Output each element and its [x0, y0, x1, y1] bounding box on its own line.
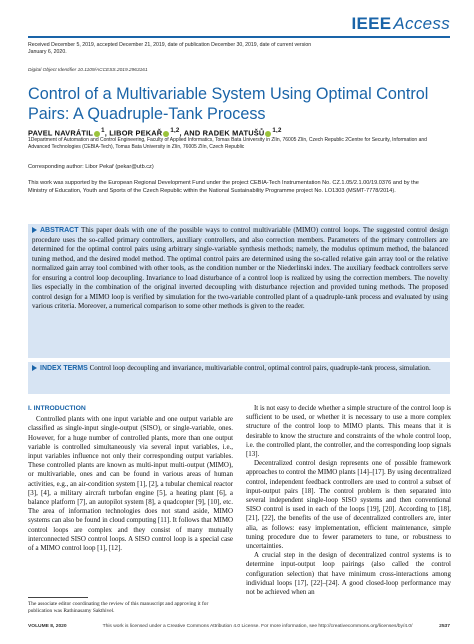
- author-affil-mark: 1,2: [170, 127, 180, 134]
- triangle-marker-icon: [32, 365, 37, 371]
- author-name: PAVEL NAVRÁTIL: [28, 128, 94, 138]
- orcid-icon[interactable]: [94, 131, 100, 137]
- orcid-icon[interactable]: [265, 131, 271, 137]
- page-number: 2537: [439, 624, 450, 629]
- footnote-rule: [28, 597, 88, 598]
- header-rule: [28, 36, 450, 38]
- abstract: [32, 226, 448, 312]
- orcid-icon[interactable]: [163, 131, 169, 137]
- paragraph: Decentralized control design represents one of possible framework approaches to control the MIMO plants [14]–[17]. By using decentralized control, independent feedback controllers are used to control a subset of input-output pairs [18]. The control problem is then separated into several independent single-loop SISO systems and then conventional SISO control is used in each of the loops [19], [20]. According to [18], [21], [22], the benefits of the use of decentralized controllers are, inter alia, as follows: easy implementation, efficient maintenance, simple tuning procedure due to fewer parameters to tune, or robustness to uncertainties.: [246, 459, 451, 551]
- corresponding-author: Corresponding author: Libor Pekař (pekar@utb.cz): [28, 164, 154, 170]
- abstract-text: This paper deals with one of the possible ways to control multivariable (MIMO) control loops. The suggested control design procedure uses the so-called primary controllers, auxiliary controllers, and also correction members. Parameters of the primary controllers are determined for the optimal control pairs using arbitrary single-variable synthesis methods; namely, the modulus optimum method, the balanced tuning method, and the desired model method. The optimal control pairs are determined using the so-called relative gain array tool or the relative normalized gain array tool combined with other tools, as the condition number or the Niederlinski index. The auxiliary feedback controllers serve for ensuring a control loop decoupling. Invariance to load disturbance of a control loop is realized by using the correction members. The novelty lies especially in the combination of the original inverted decoupling with disturbance rejection and provided tuning methods. The proposed control design for a MIMO loop is verified by simulation for the two-variable controlled plant of a quadruple-tank process and evaluated by using various criteria. Moreover, a numerical comparison to some other methods is given to the reader.: [32, 226, 449, 310]
- author-affil-mark: 1,2: [272, 127, 282, 134]
- author-name: LIBOR PEKAŘ: [109, 128, 163, 138]
- received-dates: Received December 5, 2019, accepted December 21, 2019, date of publication December 30, 2019, date of current version January 6, 2020.: [28, 42, 312, 55]
- triangle-marker-icon: [32, 227, 37, 233]
- license-notice[interactable]: This work is licensed under a Creative Commons Attribution 4.0 License. For more information, see http://creativecommons.org/licenses/by/4.0/: [102, 624, 413, 629]
- author-name: AND RADEK MATUŠŮ: [183, 128, 265, 138]
- left-column: [28, 404, 233, 553]
- volume-label: VOLUME 8, 2020: [28, 624, 67, 629]
- index-terms-text: Control loop decoupling and invariance, multivariable control, optimal control pairs, quadruple-tank process, simulation.: [89, 364, 431, 372]
- paragraph: Controlled plants with one input variable and one output variable are classified as single-input single-output (SISO), or single-variable, ones. However, for a huge number of controlled plants, more than one output variable is controlled simultaneously via several input variables, i.e., input variables influence not only their corresponding output variables. These controlled plants are known as multi-input multi-output (MIMO), or multivariable, ones and can be found in various areas of human activities, e.g., an air-condition system [1], [2], a tubular chemical reactor [3], [4], a military aircraft turbofan engine [5], a heating plant [6], a balance platform [7], an autopilot system [8], a quadcopter [9], [10], etc. The area of information technologies does not stand aside, MIMO systems can also be found in cloud computing [11]. It follows that MIMO control loops are complex and they consist of many mutually interconnected SISO control loops. A SISO control loop is a special case of a MIMO control loop [1], [12].: [28, 415, 233, 553]
- index-terms: [32, 364, 448, 374]
- footnote: The associate editor coordinating the review of this manuscript and approving it for publication was Rathinasamy Sakthivel.: [28, 601, 209, 614]
- ieee-access-logo: IEEE Access: [351, 14, 450, 33]
- abstract-label: ABSTRACT: [40, 227, 79, 234]
- doi-line: Digital Object Identifier 10.1109/ACCESS.2019.2963161: [28, 68, 148, 73]
- article-title: Control of a Multivariable System Using Optimal Control Pairs: A Quadruple-Tank Process: [28, 85, 429, 123]
- right-column: [246, 404, 451, 597]
- paragraph: A crucial step in the design of decentralized control systems is to determine input-output loop pairings (also called the control configuration selection) that have minimum cross-interactions among individual loops [17], [22]–[24]. A good closed-loop performance may not be achieved when an: [246, 551, 451, 597]
- affiliations: 1Department of Automation and Control Engineering, Faculty of Applied Informatics, Tomas Bata University in Zlín, 76005 Zlín, Czech Republic 2Centre for Security, Information and Advanced Technologies (CEBIA-Tech), Tomas Bata University in Zlín, 76005 Zlín, Czech Republic: [28, 137, 427, 150]
- section-heading: I. INTRODUCTION: [28, 405, 86, 412]
- page-footer: [28, 624, 450, 629]
- funding-statement: This work was supported by the European Regional Development Fund under the project CEBIA-Tech Instrumentation No. CZ.1.05/2.1.00/19.0376 and by the Ministry of Education, Youth and Sports of the Czech Republic within the National Sustainability Programme project No. LO1303 (MSMT-7778/2014).: [28, 180, 419, 194]
- author-list: PAVEL NAVRÁTIL $^1$, LIBOR PEKAŘ $^{1,2}$, AND RADEK MATUŠŮ $^{1,2}$: [28, 127, 282, 138]
- paragraph: It is not easy to decide whether a simple structure of the control loop is sufficient to be used, or whether it is necessary to use a more complex structure of the control loop to MIMO plants. This means that it is desirable to know the structure and constraints of the whole control loop, i.e. the controlled plant, the controller, and the corresponding loop signals [13].: [246, 404, 451, 459]
- author-affil-mark: 1: [101, 127, 105, 134]
- index-terms-label: INDEX TERMS: [40, 365, 88, 372]
